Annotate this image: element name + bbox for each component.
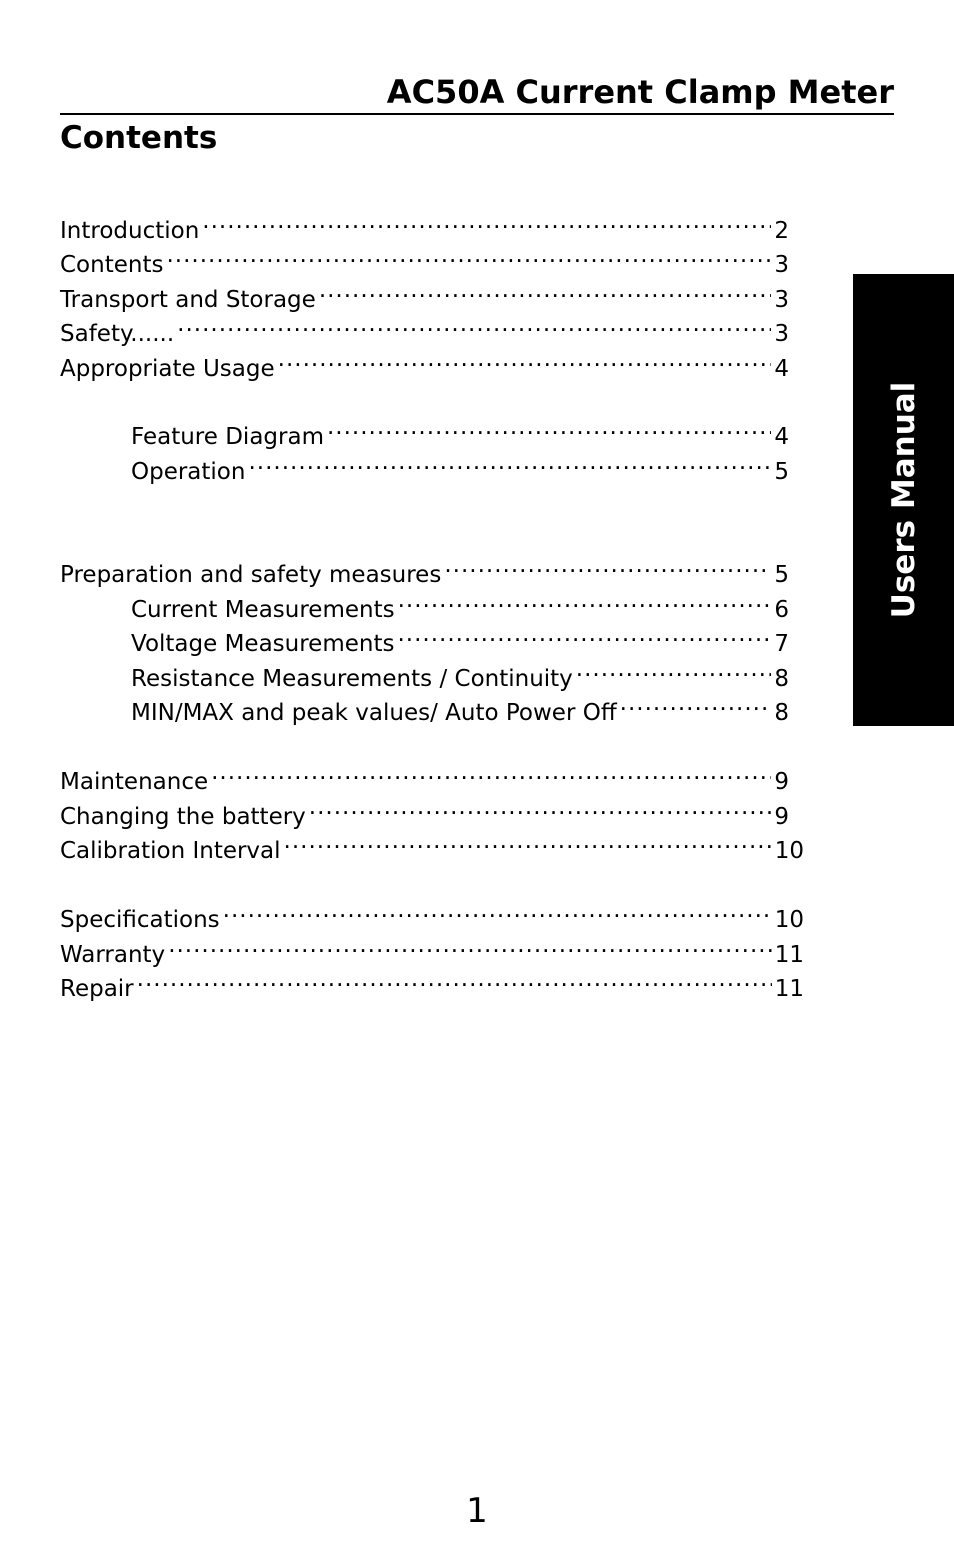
toc-leader xyxy=(166,238,771,272)
toc-entry[interactable] xyxy=(60,755,789,795)
toc-entry[interactable] xyxy=(131,583,789,623)
toc-entry[interactable] xyxy=(60,238,789,278)
toc-entry-label: Voltage Measurements xyxy=(131,631,395,657)
toc-leader xyxy=(576,652,772,686)
toc-leader xyxy=(278,342,772,376)
toc-leader xyxy=(620,686,772,720)
page-number: 1 xyxy=(466,1491,488,1531)
toc-entry-label: Operation xyxy=(131,459,246,485)
toc-entry-label: Maintenance xyxy=(60,769,209,795)
toc-entry-label: Resistance Measurements / Continuity xyxy=(131,666,573,692)
toc-entry[interactable] xyxy=(60,962,804,1002)
toc-entry-page: 9 xyxy=(774,804,789,830)
toc-entry-label: Current Measurements xyxy=(131,597,395,623)
toc-entry-label: Specifications xyxy=(60,907,220,933)
toc-entry-page: 10 xyxy=(774,838,804,864)
toc-entry-label: Feature Diagram xyxy=(131,424,324,450)
toc-entry[interactable] xyxy=(60,307,789,347)
toc-entry-label: Safety...... xyxy=(60,321,175,347)
section-title: Contents xyxy=(60,120,218,156)
toc-entry[interactable] xyxy=(131,652,789,692)
toc-entry[interactable] xyxy=(60,548,789,588)
toc-leader xyxy=(327,410,771,444)
toc-leader xyxy=(397,617,771,651)
toc-entry[interactable] xyxy=(60,928,804,968)
toc-entry-label: Contents xyxy=(60,252,164,278)
toc-entry[interactable] xyxy=(131,686,789,726)
toc-entry[interactable] xyxy=(60,342,789,382)
toc-leader xyxy=(168,928,772,962)
toc-leader xyxy=(309,790,772,824)
toc-entry-page: 4 xyxy=(774,424,789,450)
toc-leader xyxy=(398,583,772,617)
toc-entry-page: 7 xyxy=(774,631,789,657)
toc-leader xyxy=(202,204,771,238)
toc-entry-label: Calibration Interval xyxy=(60,838,281,864)
header-title: AC50A Current Clamp Meter xyxy=(386,73,894,111)
toc-entry-page: 10 xyxy=(774,907,804,933)
toc-entry[interactable] xyxy=(60,824,804,864)
toc-entry-label: Appropriate Usage xyxy=(60,356,275,382)
toc-entry-label: Introduction xyxy=(60,218,200,244)
toc-leader xyxy=(223,893,772,927)
toc-leader xyxy=(284,824,772,858)
toc-entry-label: MIN/MAX and peak values/ Auto Power Off xyxy=(131,700,617,726)
toc-entry-page: 6 xyxy=(774,597,789,623)
toc-entry-label: Preparation and safety measures xyxy=(60,562,442,588)
toc-leader xyxy=(137,962,772,996)
toc-leader xyxy=(211,755,771,789)
toc-entry-page: 5 xyxy=(774,562,789,588)
toc-entry-page: 4 xyxy=(774,356,789,382)
toc-entry-page: 9 xyxy=(774,769,789,795)
toc-entry-page: 3 xyxy=(774,287,789,313)
toc-entry-label: Repair xyxy=(60,976,134,1002)
toc-entry-page: 3 xyxy=(774,252,789,278)
toc-leader xyxy=(177,307,771,341)
side-tab xyxy=(853,274,954,726)
toc-leader xyxy=(248,445,771,479)
toc-entry-label: Transport and Storage xyxy=(60,287,316,313)
toc-entry[interactable] xyxy=(60,273,789,313)
toc-entry-label: Changing the battery xyxy=(60,804,306,830)
toc-entry-page: 3 xyxy=(774,321,789,347)
toc-entry[interactable] xyxy=(131,445,789,485)
toc-entry-page: 2 xyxy=(774,218,789,244)
toc-entry-page: 8 xyxy=(774,666,789,692)
side-tab-label: Users Manual xyxy=(885,381,922,619)
toc-entry[interactable] xyxy=(60,204,789,244)
toc-entry[interactable] xyxy=(60,893,804,933)
toc-entry-page: 8 xyxy=(774,700,789,726)
toc-entry[interactable] xyxy=(131,617,789,657)
toc-entry-page: 5 xyxy=(774,459,789,485)
toc-entry-page: 11 xyxy=(774,942,804,968)
toc-entry[interactable] xyxy=(60,790,789,830)
toc-entry[interactable] xyxy=(131,410,789,450)
toc-leader xyxy=(444,548,771,582)
toc-entry-label: Warranty xyxy=(60,942,166,968)
toc-entry-page: 11 xyxy=(774,976,804,1002)
header-rule xyxy=(60,113,894,115)
toc-leader xyxy=(319,273,772,307)
